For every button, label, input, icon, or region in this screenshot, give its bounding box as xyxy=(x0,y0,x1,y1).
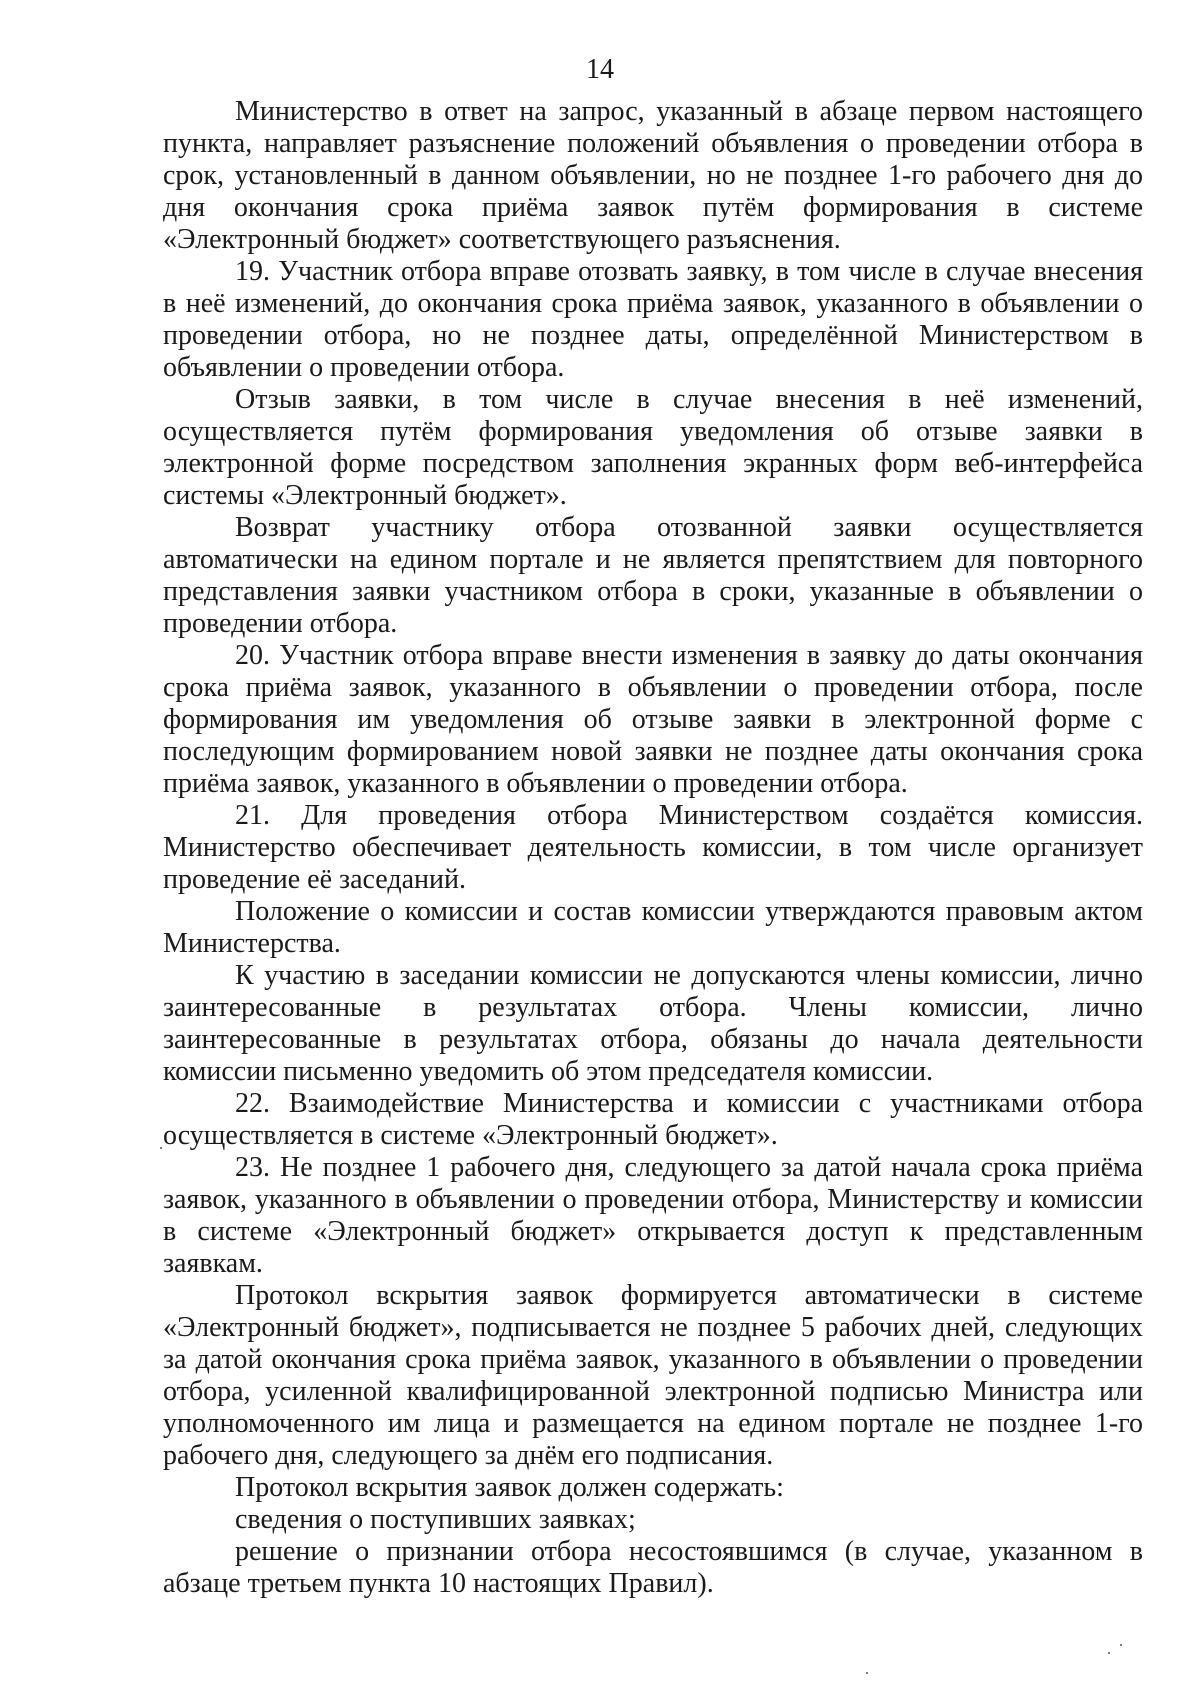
scan-speck xyxy=(866,1672,868,1674)
paragraph-opening-protocol: Протокол вскрытия заявок формируется автоматически в системе «Электронный бюджет», подписывается не позднее 5 рабочих дней, следующих за датой окончания срока приёма заявок, указанного в объявлении о проведении отбора, усиленной квалифицированной электронной подписью Министра или уполномоченного им лица и размещается на едином портале не позднее 1-го рабочего дня, следующего за днём его подписания. xyxy=(163,1280,1143,1471)
paragraph-application-return: Возврат участнику отбора отозванной заявки осуществляется автоматически на едином портале и не является препятствием для повторного представления заявки участником отбора в сроки, указанные в объявлении о проведении отбора. xyxy=(163,512,1143,639)
paragraph-item-19: 19. Участник отбора вправе отозвать заявку, в том числе в случае внесения в неё изменений, до окончания срока приёма заявок, указанного в объявлении о проведении отбора, но не позднее даты, определённой Министерством в объявлении о проведении отбора. xyxy=(163,256,1143,383)
paragraph-item-22: 22. Взаимодействие Министерства и комиссии с участниками отбора осуществляется в системе «Электронный бюджет». xyxy=(163,1088,1143,1151)
paragraph-ministry-response: Министерство в ответ на запрос, указанный в абзаце первом настоящего пункта, направляет разъяснение положений объявления о проведении отбора в срок, установленный в данном объявлении, но не позднее 1-го рабочего дня до дня окончания срока приёма заявок путём формирования в системе «Электронный бюджет» соответствующего разъяснения. xyxy=(163,96,1143,255)
paragraph-received-applications: сведения о поступивших заявках; xyxy=(235,1504,636,1535)
paragraph-commission-conflict: К участию в заседании комиссии не допускаются члены комиссии, лично заинтересованные в результатах отбора. Члены комиссии, лично заинтересованные в результатах отбора, обязаны до начала деятельности комиссии письменно уведомить об этом председателя комиссии. xyxy=(163,960,1143,1087)
paragraph-item-20: 20. Участник отбора вправе внести изменения в заявку до даты окончания срока приёма заявок, указанного в объявлении о проведении отбора, после формирования им уведомления об отзыве заявки в электронной форме с последующим формированием новой заявки не позднее даты окончания срока приёма заявок, указанного в объявлении о проведении отбора. xyxy=(163,640,1143,799)
scan-speck xyxy=(1108,1652,1110,1654)
paragraph-commission-regulation: Положение о комиссии и состав комиссии утверждаются правовым актом Министерства. xyxy=(163,896,1143,959)
document-body xyxy=(163,96,1143,1600)
page-number: 14 xyxy=(586,54,614,85)
paragraph-protocol-contents: Протокол вскрытия заявок должен содержать: xyxy=(235,1472,784,1503)
paragraph-application-withdrawal: Отзыв заявки, в том числе в случае внесения в неё изменений, осуществляется путём формирования уведомления об отзыве заявки в электронной форме посредством заполнения экранных форм веб-интерфейса системы «Электронный бюджет». xyxy=(163,384,1143,511)
paragraph-item-21: 21. Для проведения отбора Министерством создаётся комиссия. Министерство обеспечивает деятельность комиссии, в том числе организует проведение её заседаний. xyxy=(163,800,1143,895)
scan-speck xyxy=(1120,1644,1122,1646)
paragraph-failed-selection: решение о признании отбора несостоявшимся (в случае, указанном в абзаце третьем пункта 10 настоящих Правил). xyxy=(163,1536,1143,1599)
paragraph-item-23: 23. Не позднее 1 рабочего дня, следующего за датой начала срока приёма заявок, указанного в объявлении о проведении отбора, Министерству и комиссии в системе «Электронный бюджет» открывается доступ к представленным заявкам. xyxy=(163,1152,1143,1279)
scan-speck xyxy=(160,1147,162,1149)
